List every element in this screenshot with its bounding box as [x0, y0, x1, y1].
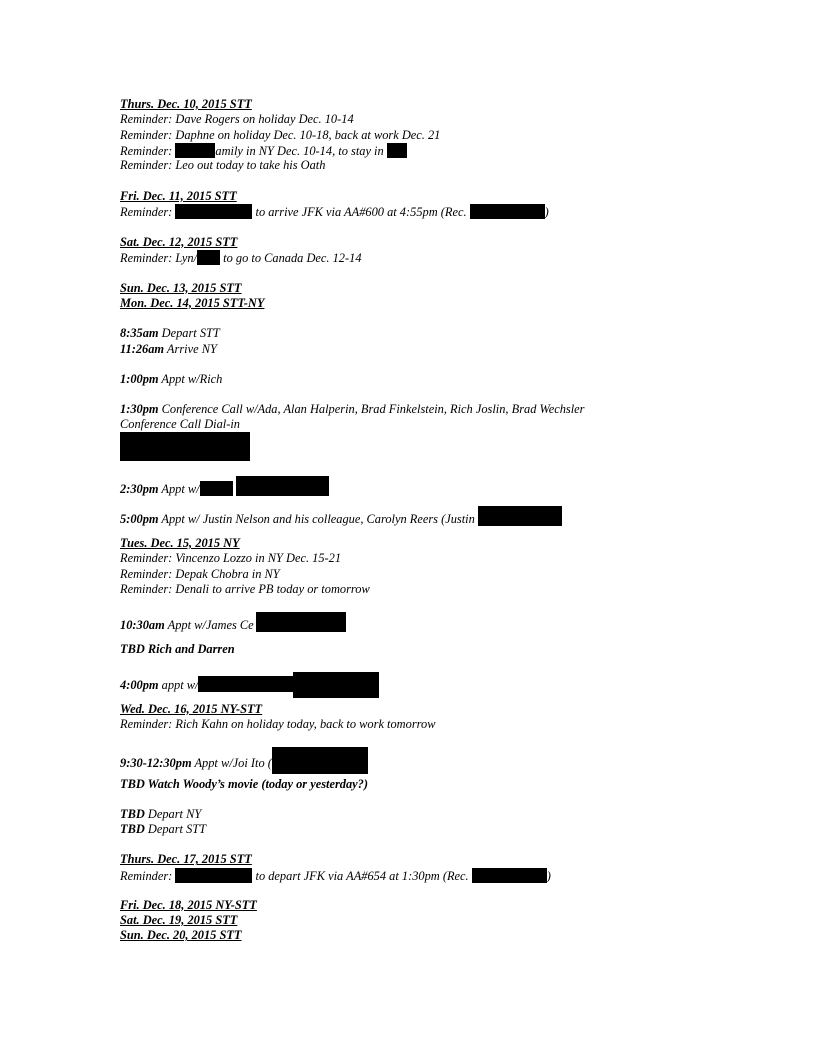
- redaction-box: [256, 612, 346, 632]
- event-text: Arrive NY: [164, 341, 217, 356]
- event-text: Depart STT: [144, 822, 207, 837]
- event-time: 9:30-12:30pm: [120, 756, 192, 771]
- event-appt-joi-ito: [120, 747, 760, 771]
- reminder-text: to depart JFK via AA#654 at 1:30pm (Rec.: [252, 868, 472, 883]
- reminder-text: amily in NY Dec. 10-14, to stay in: [215, 143, 387, 158]
- event-appt-230: [120, 476, 760, 496]
- date-heading-dec14: Mon. Dec. 14, 2015 STT-NY: [120, 295, 265, 310]
- reminder-text: to go to Canada Dec. 12-14: [220, 250, 362, 265]
- date-heading-dec10: Thurs. Dec. 10, 2015 STT: [120, 97, 252, 111]
- redaction-box: [200, 481, 233, 496]
- date-heading-dec18: Fri. Dec. 18, 2015 NY-STT: [120, 897, 257, 912]
- reminder-text: to arrive JFK via AA#600 at 4:55pm (Rec.: [252, 205, 470, 220]
- date-heading-dec17: Thurs. Dec. 17, 2015 STT: [120, 852, 252, 867]
- redaction-box: [470, 204, 545, 219]
- tbd-woody-movie: TBD Watch Woody’s movie (today or yesterday?): [120, 777, 368, 792]
- event-depart-stt-2: [120, 822, 760, 837]
- redaction-box: [272, 747, 368, 774]
- event-text: Appt w/James Ce: [164, 617, 254, 632]
- reminder-prefix: Reminder:: [120, 143, 176, 158]
- event-conference-call: [120, 402, 760, 417]
- event-appt-rich: [120, 372, 760, 387]
- event-time: TBD: [120, 807, 145, 822]
- event-text: Appt w/Rich: [158, 371, 223, 386]
- event-time: 8:35am: [120, 326, 159, 341]
- reminder-dec15-1: Reminder: Vincenzo Lozzo in NY Dec. 15-21: [120, 551, 342, 566]
- redaction-box: [175, 143, 215, 158]
- reminder-dec12-1: [120, 250, 760, 265]
- reminder-prefix: Reminder:: [120, 868, 176, 883]
- redaction-box: [236, 476, 329, 496]
- tbd-rich-darren: TBD Rich and Darren: [120, 641, 235, 656]
- event-text: appt w/: [158, 677, 199, 692]
- event-appt-justin-nelson: [120, 506, 760, 526]
- date-heading-dec13: Sun. Dec. 13, 2015 STT: [120, 280, 242, 295]
- event-time: TBD: [120, 822, 145, 837]
- event-appt-james: [120, 612, 760, 632]
- reminder-dec16-1: Reminder: Rich Kahn on holiday today, back to work tomorrow: [120, 717, 436, 732]
- redaction-box: [197, 250, 220, 265]
- reminder-prefix: Reminder:: [120, 205, 176, 220]
- date-heading-dec15: Tues. Dec. 15, 2015 NY: [120, 535, 240, 550]
- event-text: Depart STT: [158, 326, 220, 341]
- event-time: 4:00pm: [120, 677, 159, 692]
- date-heading-dec16: Wed. Dec. 16, 2015 NY-STT: [120, 701, 263, 716]
- redaction-box: [175, 868, 252, 883]
- reminder-dec11-1: [120, 204, 760, 219]
- reminder-dec10-4: Reminder: Leo out today to take his Oath: [120, 158, 326, 173]
- event-arrive-ny: [120, 342, 760, 357]
- date-heading-dec19: Sat. Dec. 19, 2015 STT: [120, 912, 238, 927]
- event-depart-ny: [120, 807, 760, 822]
- event-time: 5:00pm: [120, 511, 159, 526]
- event-time: 11:26am: [120, 341, 165, 356]
- event-appt-400: [120, 672, 760, 692]
- reminder-dec15-3: Reminder: Denali to arrive PB today or tomorrow: [120, 581, 370, 596]
- reminder-prefix: Reminder: Lyn/: [120, 250, 198, 265]
- date-heading-dec12: Sat. Dec. 12, 2015 STT: [120, 234, 238, 249]
- redaction-box: [472, 868, 547, 883]
- event-text: Conference Call w/Ada, Alan Halperin, Brad Finkelstein, Rich Joslin, Brad Wechsler: [158, 401, 585, 416]
- conference-dial-in-label: Conference Call Dial-in: [120, 417, 240, 432]
- redaction-box: [478, 506, 562, 526]
- event-text: Appt w/ Justin Nelson and his colleague, Carolyn Reers (Justin: [158, 511, 478, 526]
- reminder-suffix: ): [546, 868, 551, 883]
- reminder-dec15-2: Reminder: Depak Chobra in NY: [120, 566, 280, 581]
- reminder-dec10-2: Reminder: Daphne on holiday Dec. 10-18, back at work Dec. 21: [120, 127, 441, 142]
- event-time: 1:00pm: [120, 371, 159, 386]
- redaction-box: [120, 432, 250, 461]
- event-time: 2:30pm: [120, 482, 159, 496]
- redaction-box: [387, 143, 407, 158]
- event-text: Appt w/Joi Ito (: [191, 756, 272, 771]
- reminder-dec10-1: Reminder: Dave Rogers on holiday Dec. 10-14: [120, 112, 354, 127]
- redaction-box: [198, 676, 293, 692]
- event-time: 10:30am: [120, 617, 165, 632]
- event-time: 1:30pm: [120, 401, 159, 416]
- date-heading-dec20: Sun. Dec. 20, 2015 STT: [120, 928, 242, 943]
- date-heading-dec11: Fri. Dec. 11, 2015 STT: [120, 188, 237, 203]
- reminder-suffix: ): [544, 205, 549, 220]
- redaction-box: [175, 204, 252, 219]
- redaction-box: [293, 672, 379, 698]
- event-text: Depart NY: [144, 807, 202, 822]
- event-text: Appt w/: [158, 482, 200, 496]
- reminder-dec10-3: [120, 143, 760, 158]
- calendar-document: [120, 97, 760, 944]
- reminder-dec17-1: [120, 868, 760, 883]
- event-depart-stt: [120, 326, 760, 341]
